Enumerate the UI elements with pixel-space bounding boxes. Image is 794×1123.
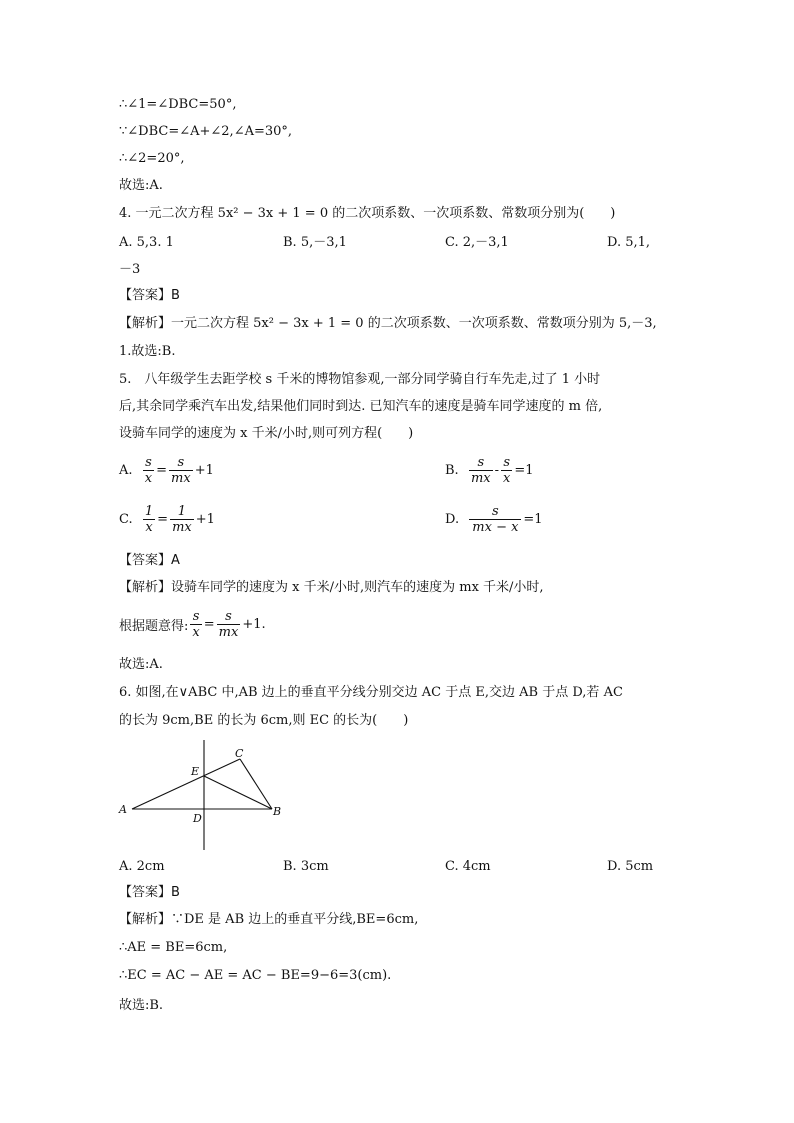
q5-conclusion: 故选:A.: [119, 657, 163, 672]
q6-analysis: ∴EC = AC − AE = AC − BE=9−6=3(cm).: [119, 968, 392, 983]
q6-option-b: B. 3cm: [283, 859, 329, 874]
q6-analysis: ∴AE = BE=6cm,: [119, 940, 228, 955]
q5-option-b: B. $\frac{s}{mx}$ - $\frac{s}{x}$ =1: [445, 455, 534, 486]
fraction: $\frac{s}{mx}$: [171, 455, 191, 486]
q5-option-c: C. $\frac{1}{x}$ = $\frac{1}{mx}$ +1: [119, 504, 215, 535]
label-d: D: [193, 812, 202, 825]
conclusion-line: 故选:A.: [119, 178, 163, 193]
q5-option-d: D. $\frac{s}{mx - x}$ =1: [445, 504, 543, 535]
q6-option-c: C. 4cm: [445, 859, 491, 874]
q6-conclusion: 故选:B.: [119, 998, 164, 1013]
fraction: $\frac{s}{x}$: [144, 455, 153, 486]
q4-option-d: D. 5,1,: [607, 235, 651, 250]
label-e: E: [191, 765, 200, 778]
question-6-stem: 6. 如图,在∨ABC 中,AB 边上的垂直平分线分别交边 AC 于点 E,交边 AB 于点 D,若 AC: [119, 685, 623, 700]
q6-analysis: 【解析】∵DE 是 AB 边上的垂直平分线,BE=6cm,: [119, 912, 419, 927]
q6-answer: 【答案】B: [119, 885, 180, 900]
q5-answer: 【答案】A: [119, 553, 180, 568]
solution-line: ∴∠1=∠DBC=50°,: [119, 97, 237, 112]
fraction: $\frac{s}{x}$: [192, 609, 200, 640]
label-a: A: [119, 803, 127, 816]
q4-analysis: 1.故选:B.: [119, 344, 176, 359]
q5-analysis-equation: 根据题意得: $\frac{s}{x}$ = $\frac{s}{mx}$ +1.: [119, 609, 266, 640]
label-b: B: [273, 805, 282, 818]
label-c: C: [235, 747, 244, 760]
fraction: $\frac{s}{mx}$: [218, 609, 239, 640]
q5-option-a: A. $\frac{s}{x}$ = $\frac{s}{mx}$ +1: [119, 455, 214, 486]
q4-analysis: 【解析】一元二次方程 5x² − 3x + 1 = 0 的二次项系数、一次项系数、常数项分别为 5,－3,: [119, 316, 657, 331]
q4-option-c: C. 2,－3,1: [445, 235, 509, 250]
q5-analysis: 【解析】设骑车同学的速度为 x 千米/小时,则汽车的速度为 mx 千米/小时,: [119, 580, 544, 595]
fraction: $\frac{1}{mx}$: [172, 504, 192, 535]
solution-line: ∴∠2=20°,: [119, 151, 185, 166]
q4-option-a: A. 5,3. 1: [119, 235, 174, 250]
segment-ac: [132, 759, 240, 809]
question-4-stem: 4. 一元二次方程 5x² − 3x + 1 = 0 的二次项系数、一次项系数、常数项分别为( ): [119, 206, 616, 221]
triangle-figure: [115, 736, 295, 854]
q4-option-b: B. 5,－3,1: [283, 235, 347, 250]
question-5-stem: 后,其余同学乘汽车出发,结果他们同时到达. 已知汽车的速度是骑车同学速度的 m 倍,: [119, 399, 603, 414]
fraction: $\frac{s}{x}$: [503, 455, 511, 486]
q4-answer: 【答案】B: [119, 288, 180, 303]
fraction: $\frac{s}{mx}$: [470, 455, 491, 486]
solution-line: ∵∠DBC=∠A+∠2,∠A=30°,: [119, 124, 293, 139]
q6-option-d: D. 5cm: [607, 859, 654, 874]
fraction: $\frac{s}{mx - x}$: [469, 504, 521, 535]
q6-option-a: A. 2cm: [119, 859, 165, 874]
question-5-stem: 5. 八年级学生去距学校 s 千米的博物馆参观,一部分同学骑自行车先走,过了 1 小时: [119, 372, 601, 387]
fraction: $\frac{1}{x}$: [144, 504, 154, 535]
q4-option-d-continued: －3: [119, 262, 141, 277]
question-5-stem: 设骑车同学的速度为 x 千米/小时,则可列方程( ): [119, 426, 414, 441]
question-6-stem: 的长为 9cm,BE 的长为 6cm,则 EC 的长为( ): [119, 713, 409, 728]
